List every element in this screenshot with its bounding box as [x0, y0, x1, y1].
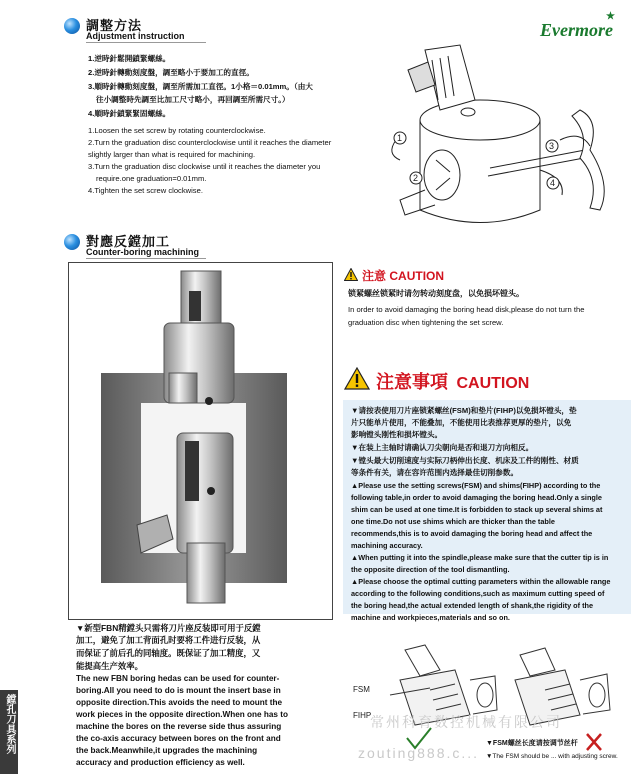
adjustment-illustration — [380, 40, 635, 240]
caution-box — [343, 400, 631, 622]
caution-line: recommends,this is to avoid damaging the boring head and affect the — [351, 529, 593, 538]
section-bullet-icon — [64, 234, 80, 250]
series-side-label: 鏜孔刀具系列 — [4, 694, 15, 754]
caution-line: ▲When putting it into the spindle,please make sure that the cutter tip is in — [351, 553, 609, 562]
counter-boring-divider — [86, 258, 206, 259]
callout-4: 4 — [550, 178, 556, 188]
adjustment-title-en: Adjustment instruction — [86, 31, 185, 41]
section-bullet-icon — [64, 18, 80, 34]
caution-line: one time.Do not use shims which are thicker than the table — [351, 517, 555, 526]
caution-small-title — [362, 267, 444, 284]
step-zh-4: 4.順時針鎖緊緊固螺絲。 — [88, 109, 171, 118]
caution-small-title-zh: 注意 — [362, 269, 387, 283]
caution-small-text-zh: 锁紧螺丝锁紧时请勿转动刻度盘，以免损坏镗头。 — [348, 289, 524, 298]
brand-logo: Evermore ★ — [540, 11, 615, 40]
desc-zh-line: 加工，避免了加工背面孔时要将工件进行反装，从 — [76, 635, 261, 645]
counter-boring-title-zh: 對應反鏜加工 — [86, 234, 171, 249]
caution-line: ▲Please choose the optimal cutting parameters within the allowable range — [351, 577, 611, 586]
caution-line: shim can be used at one time.It is forbidden to stack up several shims at — [351, 505, 603, 514]
step-en-2: 2.Turn the graduation disc counterclockwise until it reaches the diameter — [88, 138, 332, 147]
warning-icon — [344, 367, 370, 390]
caution-line: according to the following conditions,such as maximum cutting speed of — [351, 589, 605, 598]
step-en-3: 3.Turn the graduation disc clockwise until it reaches the diameter you — [88, 162, 321, 171]
adjustment-title-zh: 調整方法 — [86, 18, 143, 33]
step-en-1: 1.Loosen the set screw by rotating counterclockwise. — [88, 126, 266, 135]
desc-en-line: the back.Meanwhile,it upgrades the machining — [76, 746, 258, 755]
boring-head-photo — [69, 263, 332, 619]
caution-large-title-zh: 注意事項 — [376, 372, 448, 392]
step-zh-3: 3.順時針轉動刻度盤，調至所需加工直徑。1小格＝0.01mm。（由大 — [88, 82, 313, 91]
desc-zh-line: 而保证了前后孔的同轴度。既保证了加工精度，又 — [76, 648, 261, 658]
desc-en-line: the co-axis accuracy between bores on the front and — [76, 734, 281, 743]
counter-boring-title-en: Counter-boring machining — [86, 247, 199, 257]
desc-en-line: machine the bores on the reverse side thus assuring — [76, 722, 282, 731]
step-zh-2: 2.逆時針轉動刻度盤，調至略小于要加工的直徑。 — [88, 68, 254, 77]
caution-line: 影响镗头刚性和损坏镗头。 — [351, 430, 443, 439]
desc-zh-line: ▼新型FBN精鏜头只需将刀片座反装即可用于反鏜 — [76, 623, 261, 633]
step-zh-1: 1.逆時針鬆開鎖緊螺絲。 — [88, 54, 171, 63]
caution-small-text-en-1: In order to avoid damaging the boring head disk,please do not turn the — [348, 305, 585, 314]
desc-zh-line: 能提高生产效率。 — [76, 661, 143, 671]
desc-en-line: The new FBN boring hedas can be used for counter- — [76, 674, 280, 683]
caution-line: following table,in order to avoid damaging the boring head.Only a single — [351, 493, 602, 502]
watermark-company: 常州科育数控机械有限公司 — [370, 714, 562, 730]
step-en-3-cont: require.one graduation=0.01mm. — [96, 174, 207, 183]
caution-small-text-en-2: graduation disc when tightening the set screw. — [348, 318, 504, 327]
caution-line: ▼镗头最大切削速度与实际刀柄伸出长度、机床及工件的刚性、材质 — [351, 456, 579, 465]
adjustment-divider — [86, 42, 206, 43]
caution-large-title-en: CAUTION — [456, 375, 530, 392]
step-en-2-cont: slightly larger than what is required for machining. — [88, 150, 256, 159]
caution-line: ▼在装上主轴时请确认刀尖朝向是否和退刀方向相反。 — [351, 443, 534, 452]
callout-3: 3 — [549, 141, 555, 151]
caution-large-title — [376, 368, 529, 394]
caution-line: machine and workpieces,materials and so on. — [351, 613, 510, 622]
counter-boring-photo — [68, 262, 333, 620]
caution-line: the opposite direction of the tool dismantling. — [351, 565, 510, 574]
step-zh-3-cont: 往小調整時先調至比加工尺寸略小，再回調至所需尺寸。） — [96, 95, 290, 104]
desc-en-line: opposite direction.This avoids the need to mount the — [76, 698, 283, 707]
diagram-note-en: ▼The FSM should be ... with adjusting screw. — [486, 753, 618, 760]
caution-line: ▼请按表使用刀片座锁紧螺丝(FSM)和垫片(FIHP)以免损坏镗头，垫 — [351, 406, 577, 415]
caution-line: 等条件有关，请在容许范围内选择最佳切削参数。 — [351, 468, 519, 477]
caution-line: the boring head,the actual extended length of shank,the rigidity of the — [351, 601, 594, 610]
caution-line: ▲Please use the setting screws(FSM) and shims(FIHP) according to the — [351, 481, 601, 490]
caution-line: 片只能单片使用，不能叠加，不能使用比表推荐更厚的垫片，以免 — [351, 418, 572, 427]
callout-1: 1 — [397, 133, 403, 143]
callout-2: 2 — [413, 173, 419, 183]
caution-small-title-en: CAUTION — [389, 269, 445, 283]
watermark-url: zouting888.c... — [358, 745, 480, 761]
logo-star-icon: ★ — [606, 11, 615, 22]
step-en-4: 4.Tighten the set screw clockwise. — [88, 186, 203, 195]
desc-en-line: work pieces in the opposite direction.When one has to — [76, 710, 288, 719]
fsm-label: FSM — [353, 685, 370, 694]
diagram-note-zh: ▼FSM螺丝长度请按调节丝杆 — [486, 740, 578, 747]
desc-en-line: accuracy and production efficiency as well. — [76, 758, 245, 767]
caution-line: machining accuracy. — [351, 541, 423, 550]
warning-icon — [344, 268, 358, 281]
fihp-label: FIHP — [353, 711, 372, 720]
desc-en-line: boring.All you need to do is mount the insert base in — [76, 686, 281, 695]
